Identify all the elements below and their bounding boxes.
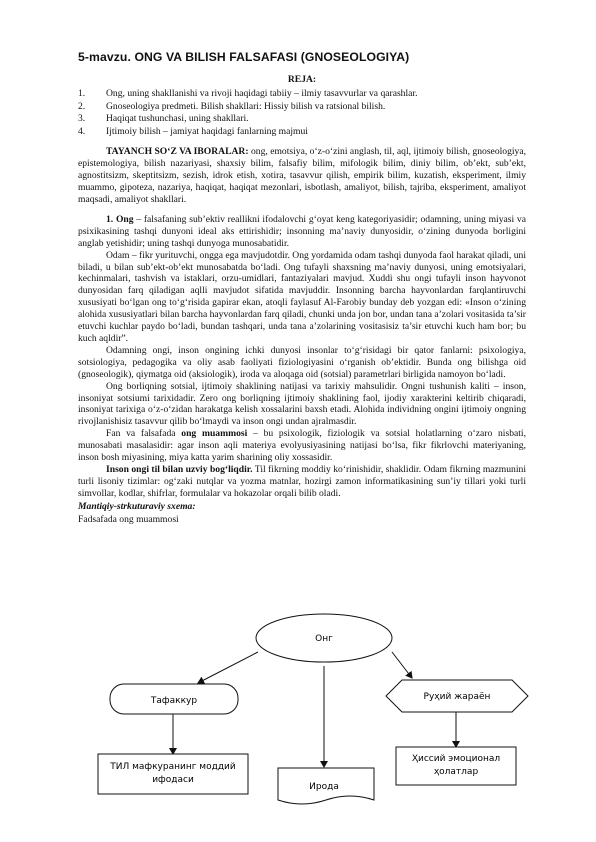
node-til-label-line2: ифодаси [152,775,194,785]
node-hissiy-label-line2: ҳолатлар [433,767,479,777]
structure-diagram [0,608,596,838]
keywords-paragraph [78,146,526,206]
paragraph-odam: Odam – fikr yurituvchi, ongga ega mavjudotdir. Ong yordamida odam tashqi dunyoda faol harakat qiladi, uni biladi, u bilan sub’ekt-ob’ekt munosabatda bo‘ladi. Ong tufayli shaxsning ma’naviy dunyosi, uning emotsiyalari, kechinmalari, tashvish va istaklari, orzu-umidlari, fantaziyalari mavjud. Xuddi shu ongi tufayli inson hayvonot dunyosidan farq qiladigan aqlli mavjudot sifatida mavjuddir. Insonning barcha hayvonlardan farqlantiruvchi xususiyati bo‘lgan ong to‘g‘risida gapirar ekan, atoqli faylasuf Al-Farobiy bunday deb yozgan edi: «Inson o‘zining alohida xususiyatlari bilan barcha hayvonlardan farq qiladi, chunki unda jon bor, undan tana a’zolari vositasida ta’sir etuvchi kuchlar paydo bo‘ladi, bundan tashqari, unda tana a’zolarining vositasisiz ta’sir etuvchi kuch ham bor; bu kuch aqldir”. [78,249,526,344]
plan-heading: REJA: [287,74,317,85]
plan-item: 1. Ong, uning shakllanishi va rivoji haqidagi tabiiy – ilmiy tasavvurlar va qarashlar. [78,88,418,99]
connector-ong-tafakkur [198,652,258,683]
keywords-label: TAYANCH SO‘Z VA IBORALAR: [106,146,249,158]
node-hissiy [396,747,516,785]
connector-ong-ruhiy [392,652,412,678]
paragraph-ichki-dunyo: Odamning ongi, inson ongining ichki dunyosi insonlar to‘g‘risidagi bir qator fanlarni: psixologiya, sotsiologiya, pedagogika va oliy asab faoliyati fiziologiyasini o‘rganish ob’ektidir. Bunda ong bilishga oid (gnoseologik), qiymatga oid (aksiologik), iroda va aloqaga oid (sotsial) parametrlari birligida namoyon bo‘ladi. [78,344,526,380]
paragraph-borliq: Ong borliqning sotsial, ijtimoiy shaklining natijasi va tarixiy mahsulidir. Ongni tushunish kaliti – inson, insoniyat sotsiumi tarixidadir. Zero ong borliqning ijtimoiy shaklining faol, ijodiy xarakterini keltirib chiqaradi, insoniyat tarixiga o‘z-o‘zidan harakatga kelish xossalarini baxsh etadi. Alohida individning ongini ijtimoiy ongning rivojlanishisiz tasavvur qilib bo‘lmaydi va inson ongi undan ajralmasdir. [78,380,526,428]
plan-item: 3. Haqiqat tushunchasi, uning shakllari. [78,113,249,125]
schema-subtitle: Fadsafada ong muammosi [78,514,179,526]
plan-item: 2. Gnoseologiya predmeti. Bilish shakllari: Hissiy bilish va ratsional bilish. [78,100,386,112]
plan-item: 4. Ijtimoiy bilish – jamiyat haqidagi fanlarning majmui [78,125,308,137]
keywords-text: ong, emotsiya, o‘z-o‘zini anglash, til, aql, ijtimoiy bilish, gnoseologiya, epistemologiya, bilish nazariyasi, shaxsiy bilim, falsafiy bilim, mifologik bilim, diniy bilim, ob’ekt, sub’ekt, agnostitsizm, skeptitsizm, sezish, idrok etish, xotira, tasavvur qilish, empirik bilim, kuzatish, eksperiment, ilmiy muammo, gipoteza, nazariya, haqiqat, haqiqat mezonlari, isbotlash, amaliyot, bilish, tajriba, eksperiment, amaliyot maqsadi, amaliyot shakllari. [78,146,526,205]
paragraph-ong-definition: 1. Ong – falsafaning sub’ektiv reallikni ifodalovchi g‘oyat keng kategoriyasidir; odamning, uning miyasi va psixikasining tashqi dunyoni ideal aks ettirishidir; insonning ma’naviy dunyosidir, o‘zining dunyoda borligini anglab yetishidir; uning tashqi dunyoga munosabatidir. [78,213,526,249]
node-til [98,754,248,794]
node-hissiy-label-line1: Ҳиссий эмоционал [411,754,501,764]
node-ong-label: Онг [315,634,333,644]
plan-list [78,88,526,138]
diagram-svg [0,608,596,838]
node-til-label-line1: ТИЛ мафкуранинг моддий [110,762,236,772]
node-ruhiy-label: Руҳий жараён [423,692,491,702]
paragraph-ong-muammosi: Fan va falsafada ong muammosi – bu psixologik, fiziologik va sotsial holatlarning o‘zaro nisbati, munosabati masalasidir: agar inson aqli materiya evolyusiyasining natijasi bo‘lsa, fikr fikrlovchi materiyaning, inson bosh miyasining, miya katta yarim sharining oliy xossasidir. [78,428,526,464]
node-tafakkur-label: Тафаккур [150,696,198,706]
paragraph-til: Inson ongi til bilan uzviy bog‘liqdir. Til fikrning moddiy ko‘rinishidir, shaklidir. Odam fikrning mazmunini turli lisoniy tizimlar: og‘zaki nutqlar va yozma matnlar, hozirgi zamon informatikasining sun’iy tillari yoki turli simvollar, kodlar, shifrlar, formulalar va hokazolar orqali bilib oladi. [78,463,526,499]
page-title: 5-mavzu. ONG VA BILISH FALSAFASI (GNOSEOLOGIYA) [78,50,410,64]
schema-label: Mantiqiy-strkuturaviy sxema: [78,500,196,512]
node-iroda-label: Ирода [309,782,339,792]
